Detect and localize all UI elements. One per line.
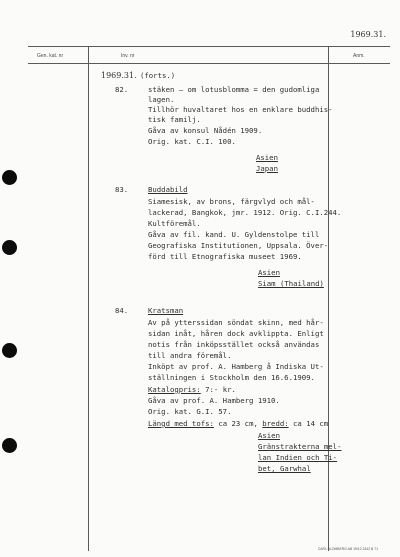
katalogpris-value: 7:- kr. — [205, 385, 236, 394]
header-rule-bottom — [28, 63, 390, 64]
punch-hole — [2, 170, 17, 185]
entry-84-place: bet, Garwhal — [258, 464, 311, 473]
entry-83-line: Geografiska Institutionen, Uppsala. Över- — [148, 241, 329, 250]
entry-82-line: Orig. kat. C.I. 100. — [148, 137, 236, 146]
entry-84-line: sidan inåt, håren dock avklippta. Enligt — [148, 329, 324, 338]
entry-83-line: Gåva av fil. kand. U. Gyldenstolpe till — [148, 230, 320, 239]
dims-width-label: bredd: — [262, 419, 289, 428]
punch-hole — [2, 343, 17, 358]
entry-84-title: Kratsman — [148, 306, 184, 315]
punch-hole — [2, 438, 17, 453]
entry-82-line: stäken – om lotusblomma = den gudomliga — [148, 85, 320, 94]
entry-83-line: Kultföremål. — [148, 219, 201, 228]
column-rule-2 — [328, 46, 329, 551]
dims-length-label: Längd med tofs: — [148, 419, 214, 428]
entry-83-title: Buddabild — [148, 185, 188, 194]
header-inv-nr: Inv. nr — [121, 53, 135, 59]
entry-83-country: Siam (Thailand) — [258, 279, 324, 288]
entry-84-line: ställningen i Stockholm den 16.6.1909. — [148, 373, 315, 382]
header-anm: Anm. — [353, 53, 365, 59]
entry-83-line: lackerad, Bangkok, jmr. 1912. Orig. C.I.244. — [148, 208, 342, 217]
entry-84-dimensions — [148, 419, 328, 428]
entry-84-line: Inköpt av prof. A. Hamberg å Indiska Ut- — [148, 362, 324, 371]
dims-length-value: ca 23 cm, — [218, 419, 258, 428]
entry-84-katalogpris — [148, 385, 236, 394]
entry-84-line: Orig. kat. G.I. 57. — [148, 407, 232, 416]
entry-82-line: tisk familj. — [148, 115, 201, 124]
entry-84-line: Av på ytterssidan söndat skinn, med hår- — [148, 318, 324, 327]
series-suffix: (forts.) — [140, 71, 176, 80]
entry-82-country: Japan — [256, 164, 278, 173]
entry-82-line: lagen. — [148, 95, 175, 104]
entry-82-line: Gåva av konsul Nådén 1909. — [148, 126, 263, 135]
series-number: 1969.31. — [101, 71, 137, 80]
header-rule-top — [28, 46, 390, 47]
entry-82-line: Tillhör huvaltaret hos en enklare buddhis- — [148, 105, 333, 114]
entry-84-region: Asien — [258, 431, 280, 440]
entry-84-line: Gåva av prof. A. Hamberg 1910. — [148, 396, 280, 405]
column-rule-1 — [88, 46, 89, 551]
punch-hole — [2, 240, 17, 255]
entry-83-number: 83. — [115, 185, 129, 194]
entry-82-number: 82. — [115, 85, 129, 94]
katalogpris-label: Katalogpris: — [148, 385, 201, 394]
entry-84-line: till andra föremål. — [148, 351, 232, 360]
entry-84-place: Gränstrakterna mel- — [258, 442, 342, 451]
entry-84-number: 84. — [115, 306, 129, 315]
page-number: 1969.31. — [350, 30, 386, 39]
entry-84-line: notis från inköpsstället också användas — [148, 340, 320, 349]
entry-83-region: Asien — [258, 268, 280, 277]
dims-width-value: ca 14 cm — [293, 419, 329, 428]
entry-84-place: lan Indien och Ti- — [258, 453, 338, 462]
entry-83-line: Siamesisk, av brons, färgvlyd och mål- — [148, 197, 315, 206]
header-gen-kat-nr: Gen. kat. nr — [37, 53, 64, 59]
entry-83-line: förd till Etnografiska museet 1969. — [148, 252, 302, 261]
printer-code: CARL BLOMBERG AB 19/12 2442 B 71 — [317, 547, 378, 551]
entry-82-region: Asien — [256, 153, 278, 162]
